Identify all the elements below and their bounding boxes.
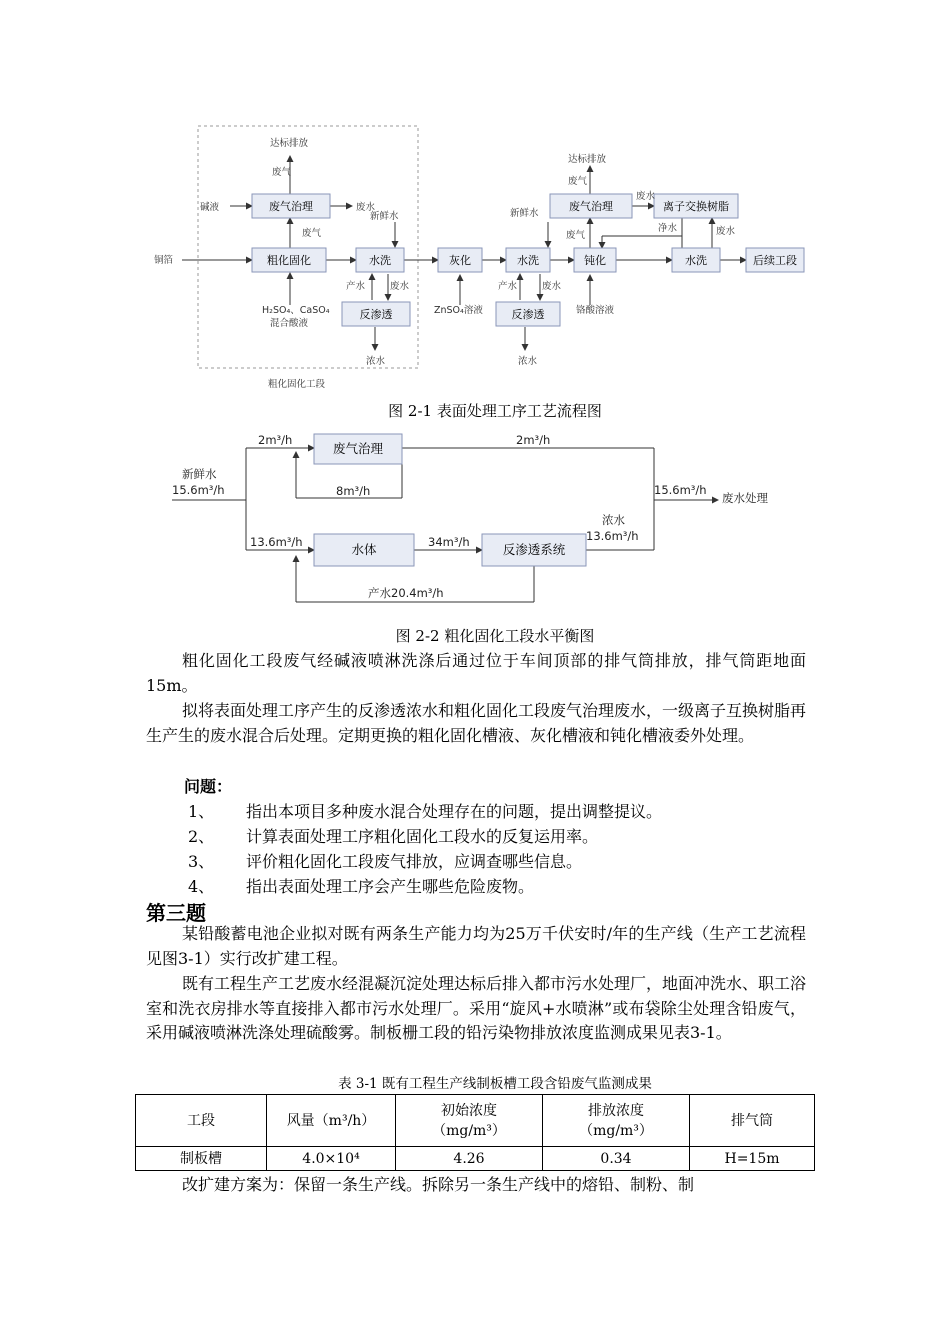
box-subsequent [746, 248, 804, 272]
th-flow: 风量（m³/h） [267, 1095, 396, 1147]
paragraph-3: 某铅酸蓄电池企业拟对既有两条生产能力均为25万千伏安时/年的生产线（生产工艺流程见图3-1）实行改扩建工程。 [146, 924, 806, 968]
svg-text:后续工段: 后续工段 [753, 254, 797, 267]
lbl-waste-gas-mid-1: 废气 [302, 228, 322, 239]
th-emit: 排放浓度 （mg/m³） [543, 1095, 690, 1147]
lbl-discharge-2: 达标排放 [568, 154, 607, 165]
box-ashing [438, 248, 482, 272]
lbl-destination: 废水处理 [722, 491, 768, 505]
table-3-1 [135, 1094, 815, 1171]
cell-emit: 0.34 [543, 1147, 690, 1171]
question-2: 2、 计算表面处理工序粗化固化工段水的反复运用率。 [188, 827, 599, 846]
lbl-fresh-water-1: 新鲜水 [370, 211, 399, 222]
box-ro-2 [496, 302, 560, 326]
lbl-concentrate: 浓水 [602, 513, 625, 527]
svg-text:钝化: 钝化 [584, 254, 606, 267]
question-3: 3、 评价粗化固化工段废气排放，应调查哪些信息。 [188, 852, 583, 871]
lbl-clean-water: 净水 [658, 223, 678, 234]
box-water-body [314, 534, 414, 566]
lbl-to-gas: 2m³/h [258, 433, 293, 447]
questions-label: 问题： [184, 777, 233, 796]
cell-flow: 4.0×10⁴ [267, 1147, 396, 1171]
lbl-gas-out: 2m³/h [516, 433, 551, 447]
svg-text:离子交换树脂: 离子交换树脂 [663, 200, 729, 213]
section-3-heading: 第三题 [146, 901, 206, 925]
box-wash-2 [506, 248, 550, 272]
question-4: 4、 指出表面处理工序会产生哪些危险废物。 [188, 877, 535, 896]
lbl-acid-2: 混合酸液 [270, 318, 309, 329]
box-ion-exchange [654, 194, 738, 218]
svg-text:粗化固化: 粗化固化 [267, 254, 311, 267]
lbl-total: 15.6m³/h [654, 483, 707, 497]
lbl-discharge-1: 达标排放 [270, 138, 309, 149]
cell-init: 4.26 [396, 1147, 543, 1171]
box-wash-1 [356, 248, 404, 272]
figure-2-2-caption: 图 2-2 粗化固化工段水平衡图 [395, 627, 595, 645]
lbl-ro-waste-2: 废水 [542, 281, 562, 292]
svg-text:水体: 水体 [351, 542, 377, 557]
cell-stack: H=15m [690, 1147, 815, 1171]
lbl-waste-water-2: 废水 [636, 191, 656, 202]
figure-2-1-caption: 图 2-1 表面处理工序工艺流程图 [388, 402, 602, 420]
svg-text:水洗: 水洗 [685, 254, 707, 267]
figure-2-2 [0, 420, 950, 620]
paragraph-2: 拟将表面处理工序产生的反渗透浓水和粗化固化工段废气治理废水，一级离子互换树脂再生产生的废水混合后处理。定期更换的粗化固化槽液、灰化槽液和钝化槽液委外处理。 [146, 701, 807, 745]
lbl-concentrate-2: 浓水 [518, 356, 538, 367]
svg-text:反渗透系统: 反渗透系统 [502, 542, 566, 557]
box-gas-treatment-2 [550, 194, 632, 218]
svg-text:水洗: 水洗 [517, 254, 539, 267]
lbl-concentrate-1: 浓水 [366, 356, 386, 367]
figure-2-1 [0, 0, 950, 400]
box-passivation [574, 248, 616, 272]
lbl-acid-1: H₂SO₄、CaSO₄ [262, 305, 330, 316]
svg-text:水洗: 水洗 [369, 254, 391, 267]
lbl-alkali: 碱液 [200, 202, 220, 213]
lbl-waste-gas-1: 废气 [272, 167, 292, 178]
th-init: 初始浓度 （mg/m³） [396, 1095, 543, 1147]
lbl-chromic-acid: 铬酸溶液 [576, 305, 615, 316]
lbl-product: 产水20.4m³/h [368, 586, 444, 600]
paragraph-4: 既有工程生产工艺废水经混凝沉淀处理达标后排入都市污水处理厂，地面冲洗水、职工浴室和洗衣房排水等直接排入都市污水处理厂。采用“旋风+水喷淋”或布袋除尘处理含铅废气，采用碱液喷淋洗涤处理硫酸雾。制板栅工段的铅污染物排放浓度监测成果见表3-1。 [146, 974, 807, 1042]
svg-text:反渗透: 反渗透 [359, 308, 393, 321]
box-ro-1 [342, 302, 410, 326]
lbl-waste-water-1: 废水 [356, 202, 376, 213]
box-gas-treatment-1 [252, 194, 330, 218]
svg-text:灰化: 灰化 [449, 254, 471, 267]
svg-text:废气治理: 废气治理 [332, 441, 384, 456]
table-row [136, 1147, 815, 1171]
box-roughening-1 [252, 248, 326, 272]
lbl-ro-waste-1: 废水 [390, 281, 410, 292]
lbl-fresh-water: 新鲜水 [182, 467, 217, 481]
paragraph-5: 改扩建方案为：保留一条生产线。拆除另一条生产线中的熔铅、制粉、制 [182, 1175, 695, 1194]
svg-text:反渗透: 反渗透 [511, 308, 545, 321]
lbl-to-water: 13.6m³/h [250, 535, 303, 549]
lbl-copper-foil: 铜箔 [154, 255, 174, 266]
cell-section: 制板槽 [136, 1147, 267, 1171]
lbl-gas-loop: 8m³/h [336, 484, 371, 498]
box-ro-system [482, 534, 586, 566]
lbl-znso4: ZnSO₄溶液 [434, 305, 483, 316]
lbl-product-water-2: 产水 [498, 281, 518, 292]
th-stack: 排气筒 [690, 1095, 815, 1147]
lbl-to-ro: 34m³/h [428, 535, 470, 549]
box-wash-3 [672, 248, 720, 272]
region-label: 粗化固化工段 [268, 379, 326, 390]
lbl-fresh-water-2: 新鲜水 [510, 208, 539, 219]
svg-text:废气治理: 废气治理 [569, 200, 613, 213]
lbl-concentrate-value: 13.6m³/h [586, 529, 639, 543]
th-section: 工段 [136, 1095, 267, 1147]
question-1: 1、 指出本项目多种废水混合处理存在的问题，提出调整提议。 [188, 802, 663, 821]
table-3-1-title: 表 3-1 既有工程生产线制板槽工段含铅废气监测成果 [338, 1076, 652, 1092]
paragraph-1: 粗化固化工段废气经碱液喷淋洗涤后通过位于车间顶部的排气筒排放，排气筒距地面15m。 [146, 651, 806, 695]
lbl-waste-water-3: 废水 [716, 226, 736, 237]
lbl-waste-gas-mid-2: 废气 [566, 230, 586, 241]
region-box [198, 126, 418, 368]
lbl-waste-gas-2: 废气 [568, 176, 588, 187]
lbl-product-water-1: 产水 [346, 281, 366, 292]
box-gas-treatment [314, 434, 402, 464]
lbl-fresh-value: 15.6m³/h [172, 483, 225, 497]
svg-text:废气治理: 废气治理 [269, 200, 313, 213]
